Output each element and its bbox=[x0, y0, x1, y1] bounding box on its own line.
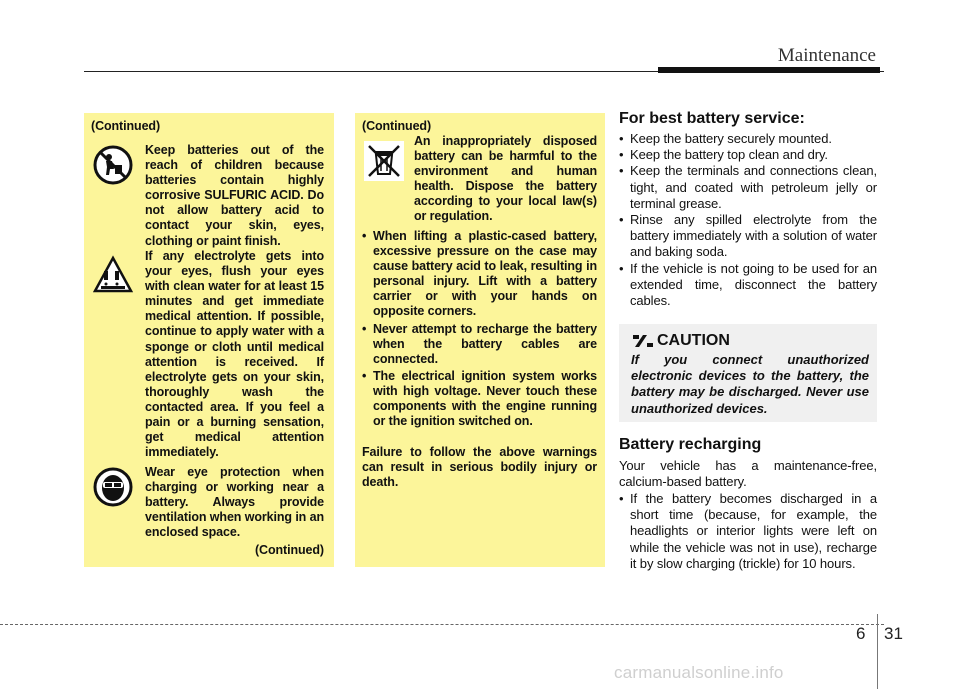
warning-panel-middle bbox=[355, 113, 605, 567]
list-item: • Keep the battery top clean and dry. bbox=[619, 147, 877, 163]
page-header-title: Maintenance bbox=[777, 45, 876, 66]
list-item: • When lifting a plastic-cased battery, excessive pressure on the case may cause battery acid to leak, resulting in personal injury. Lift with a battery carrier or with your hands on opposite corners. bbox=[362, 229, 597, 320]
warning-panel-left bbox=[84, 113, 334, 567]
continued-label-top: (Continued) bbox=[91, 119, 161, 133]
caution-icon bbox=[633, 335, 653, 347]
warning-children-text: Keep batteries out of the reach of children because batteries contain highly corrosive SULFURIC ACID. Do not allow battery acid to contact your skin, eyes, clothing or paint finish. bbox=[145, 143, 324, 248]
continued-label-top: (Continued) bbox=[362, 119, 432, 133]
list-item: • If the battery becomes discharged in a short time (because, for example, the headlights or interior lights were left on while the vehicle was not in use), recharge it by slow charging (trickle) for 10 hours. bbox=[619, 491, 877, 572]
service-list bbox=[619, 131, 877, 309]
list-item: • If the vehicle is not going to be used for an extended time, disconnect the battery cables. bbox=[619, 261, 877, 310]
list-item: • Keep the terminals and connections clean, tight, and coated with petroleum jelly or terminal grease. bbox=[619, 163, 877, 212]
header-rule-accent bbox=[658, 67, 880, 73]
section-number: 6 bbox=[856, 624, 866, 643]
list-item: • Never attempt to recharge the battery when the battery cables are connected. bbox=[362, 322, 597, 367]
disposal-warning-text: An inappropriately disposed battery can be harmful to the environment and human health. Dispose the battery according to your local law(s) or regulation. bbox=[414, 134, 597, 224]
eye-protection-icon bbox=[93, 467, 133, 507]
keep-away-from-children-icon bbox=[93, 145, 133, 185]
footer-rule bbox=[0, 624, 884, 625]
caution-box bbox=[619, 324, 877, 422]
closing-warning-text: Failure to follow the above warnings can result in serious bodily injury or death. bbox=[362, 445, 597, 490]
caution-text: If you connect unauthorized electronic devices to the battery, the battery may be discharged. Never use unauthorized devices. bbox=[631, 352, 869, 416]
list-item: • Keep the battery securely mounted. bbox=[619, 131, 877, 147]
continued-label-bottom: (Continued) bbox=[254, 543, 324, 557]
mid-warning-list bbox=[362, 229, 597, 431]
warning-electrolyte-text: If any electrolyte gets into your eyes, flush your eyes with clean water for at least 15 minutes and get immediate medical attention. If possible, continue to apply water with a sponge or cloth until medical attention is received. If electrolyte gets on your skin, thoroughly wash the contacted area. If you feel a pain or a burning sensation, get medical attention immediately. bbox=[145, 249, 324, 460]
page-number: 31 bbox=[884, 624, 903, 643]
list-item: • The electrical ignition system works with high voltage. Never touch these components with the engine running or the ignition switched on. bbox=[362, 369, 597, 429]
warning-eye-protection-text: Wear eye protection when charging or working near a battery. Always provide ventilation when working in an enclosed space. bbox=[145, 465, 324, 540]
crossed-out-bin-icon bbox=[364, 141, 404, 181]
caution-title: CAUTION bbox=[657, 332, 730, 349]
footer-divider bbox=[877, 614, 878, 689]
recharge-list bbox=[619, 491, 877, 572]
list-item: • Rinse any spilled electrolyte from the battery immediately with a solution of water and baking soda. bbox=[619, 212, 877, 261]
watermark: carmanualsonline.info bbox=[614, 663, 784, 682]
recharge-intro: Your vehicle has a maintenance-free, calcium-based battery. bbox=[619, 458, 877, 490]
recharge-heading: Battery recharging bbox=[619, 436, 762, 453]
corrosive-acid-icon bbox=[93, 255, 133, 295]
service-heading: For best battery service: bbox=[619, 110, 805, 127]
